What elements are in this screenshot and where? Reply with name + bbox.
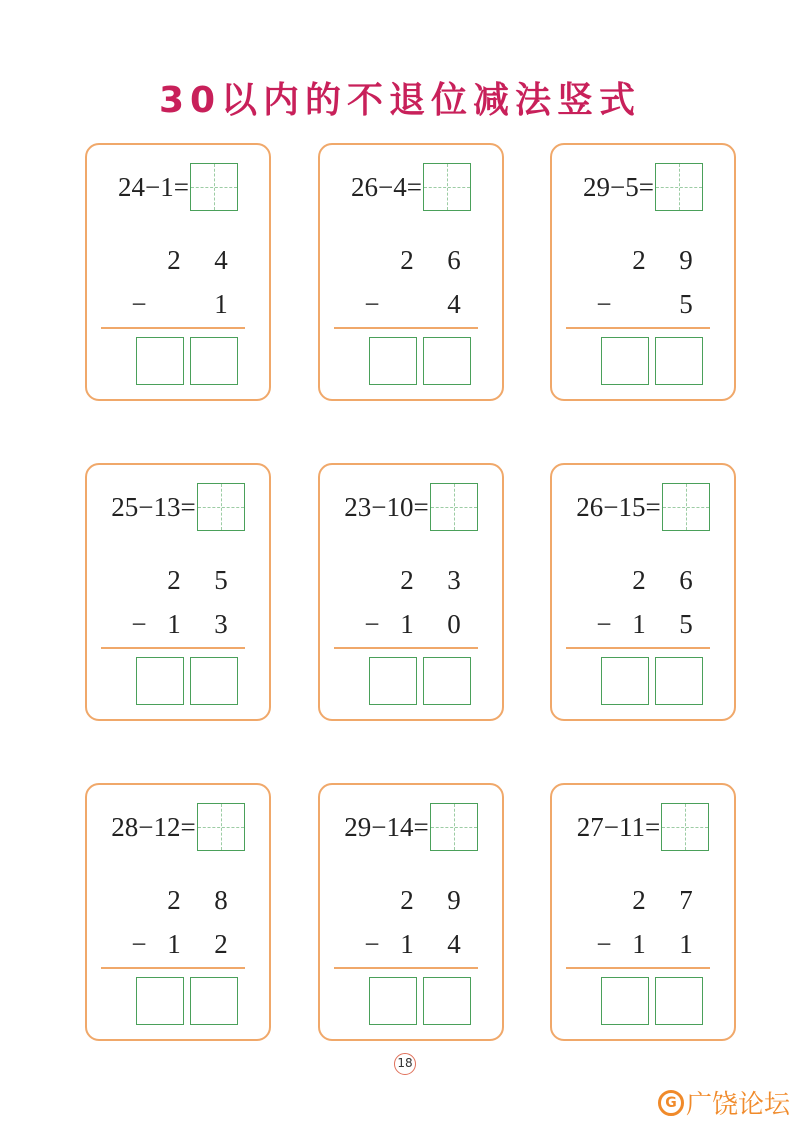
tens-answer-box[interactable] bbox=[136, 657, 184, 705]
digit: 1 bbox=[679, 929, 693, 959]
minus-sign: − bbox=[596, 929, 612, 959]
digit: 1 bbox=[632, 609, 646, 639]
digit: 2 bbox=[632, 245, 646, 275]
tens-answer-box[interactable] bbox=[369, 977, 417, 1025]
equation-text: 28−12= bbox=[111, 811, 196, 842]
digit: 1 bbox=[214, 289, 228, 319]
ones-answer-box[interactable] bbox=[655, 657, 703, 705]
equation bbox=[552, 481, 734, 533]
digit: 0 bbox=[447, 609, 461, 639]
minus-sign: − bbox=[596, 289, 612, 319]
equation-text: 25−13= bbox=[111, 491, 196, 522]
equation bbox=[320, 801, 502, 853]
tens-answer-box[interactable] bbox=[369, 657, 417, 705]
tens-answer-box[interactable] bbox=[601, 337, 649, 385]
answer-box[interactable] bbox=[197, 803, 245, 851]
answer-box[interactable] bbox=[430, 803, 478, 851]
digit: 6 bbox=[447, 245, 461, 275]
digit: 9 bbox=[679, 245, 693, 275]
digit: 1 bbox=[400, 609, 414, 639]
equation-text: 27−11= bbox=[576, 811, 661, 842]
divider-line bbox=[566, 327, 710, 329]
ones-answer-box[interactable] bbox=[190, 657, 238, 705]
tens-answer-box[interactable] bbox=[601, 977, 649, 1025]
digit: 7 bbox=[679, 885, 693, 915]
digit: 4 bbox=[447, 289, 461, 319]
tens-answer-box[interactable] bbox=[369, 337, 417, 385]
equation-text: 29−14= bbox=[344, 811, 429, 842]
exercise-card bbox=[550, 783, 736, 1041]
minus-sign: − bbox=[131, 929, 147, 959]
equation bbox=[320, 161, 502, 213]
equation-text: 29−5= bbox=[583, 171, 654, 202]
digit: 9 bbox=[447, 885, 461, 915]
ones-answer-box[interactable] bbox=[655, 977, 703, 1025]
exercise-card bbox=[550, 143, 736, 401]
digit: 2 bbox=[632, 565, 646, 595]
answer-box[interactable] bbox=[661, 803, 709, 851]
digit: 1 bbox=[167, 929, 181, 959]
minus-sign: − bbox=[364, 609, 380, 639]
digit: 1 bbox=[167, 609, 181, 639]
digit: 5 bbox=[679, 609, 693, 639]
divider-line bbox=[334, 327, 478, 329]
divider-line bbox=[101, 647, 245, 649]
page-number: 18 bbox=[394, 1053, 416, 1075]
answer-box[interactable] bbox=[655, 163, 703, 211]
minus-sign: − bbox=[596, 609, 612, 639]
equation bbox=[320, 481, 502, 533]
ones-answer-box[interactable] bbox=[655, 337, 703, 385]
digit: 3 bbox=[214, 609, 228, 639]
watermark bbox=[658, 1084, 790, 1121]
divider-line bbox=[101, 967, 245, 969]
watermark-logo-icon: G bbox=[658, 1090, 684, 1116]
digit: 8 bbox=[214, 885, 228, 915]
ones-answer-box[interactable] bbox=[423, 977, 471, 1025]
answer-box[interactable] bbox=[430, 483, 478, 531]
exercise-card bbox=[318, 143, 504, 401]
equation bbox=[87, 161, 269, 213]
divider-line bbox=[566, 967, 710, 969]
digit: 3 bbox=[447, 565, 461, 595]
digit: 2 bbox=[632, 885, 646, 915]
digit: 2 bbox=[214, 929, 228, 959]
digit: 2 bbox=[400, 565, 414, 595]
digit: 5 bbox=[214, 565, 228, 595]
minus-sign: − bbox=[131, 609, 147, 639]
exercise-card bbox=[550, 463, 736, 721]
digit: 4 bbox=[447, 929, 461, 959]
answer-box[interactable] bbox=[190, 163, 238, 211]
tens-answer-box[interactable] bbox=[136, 977, 184, 1025]
ones-answer-box[interactable] bbox=[190, 337, 238, 385]
divider-line bbox=[334, 967, 478, 969]
digit: 2 bbox=[167, 885, 181, 915]
answer-box[interactable] bbox=[197, 483, 245, 531]
exercise-card bbox=[85, 463, 271, 721]
minus-sign: − bbox=[131, 289, 147, 319]
page-title: 30以内的不退位减法竖式 bbox=[158, 80, 642, 121]
equation-text: 26−4= bbox=[351, 171, 422, 202]
ones-answer-box[interactable] bbox=[423, 337, 471, 385]
equation bbox=[87, 481, 269, 533]
digit: 2 bbox=[400, 885, 414, 915]
exercise-card bbox=[85, 143, 271, 401]
digit: 1 bbox=[632, 929, 646, 959]
tens-answer-box[interactable] bbox=[601, 657, 649, 705]
divider-line bbox=[101, 327, 245, 329]
minus-sign: − bbox=[364, 289, 380, 319]
divider-line bbox=[334, 647, 478, 649]
tens-answer-box[interactable] bbox=[136, 337, 184, 385]
digit: 1 bbox=[400, 929, 414, 959]
ones-answer-box[interactable] bbox=[423, 657, 471, 705]
divider-line bbox=[566, 647, 710, 649]
digit: 2 bbox=[167, 245, 181, 275]
digit: 2 bbox=[167, 565, 181, 595]
equation-text: 26−15= bbox=[576, 491, 661, 522]
equation bbox=[87, 801, 269, 853]
equation-text: 24−1= bbox=[118, 171, 189, 202]
minus-sign: − bbox=[364, 929, 380, 959]
digit: 4 bbox=[214, 245, 228, 275]
answer-box[interactable] bbox=[423, 163, 471, 211]
exercise-card bbox=[318, 783, 504, 1041]
equation bbox=[552, 161, 734, 213]
digit: 5 bbox=[679, 289, 693, 319]
watermark-text: 广饶论坛 bbox=[685, 1090, 790, 1120]
equation bbox=[552, 801, 734, 853]
answer-box[interactable] bbox=[662, 483, 710, 531]
ones-answer-box[interactable] bbox=[190, 977, 238, 1025]
digit: 6 bbox=[679, 565, 693, 595]
exercise-card bbox=[318, 463, 504, 721]
digit: 2 bbox=[400, 245, 414, 275]
exercise-card bbox=[85, 783, 271, 1041]
equation-text: 23−10= bbox=[344, 491, 429, 522]
